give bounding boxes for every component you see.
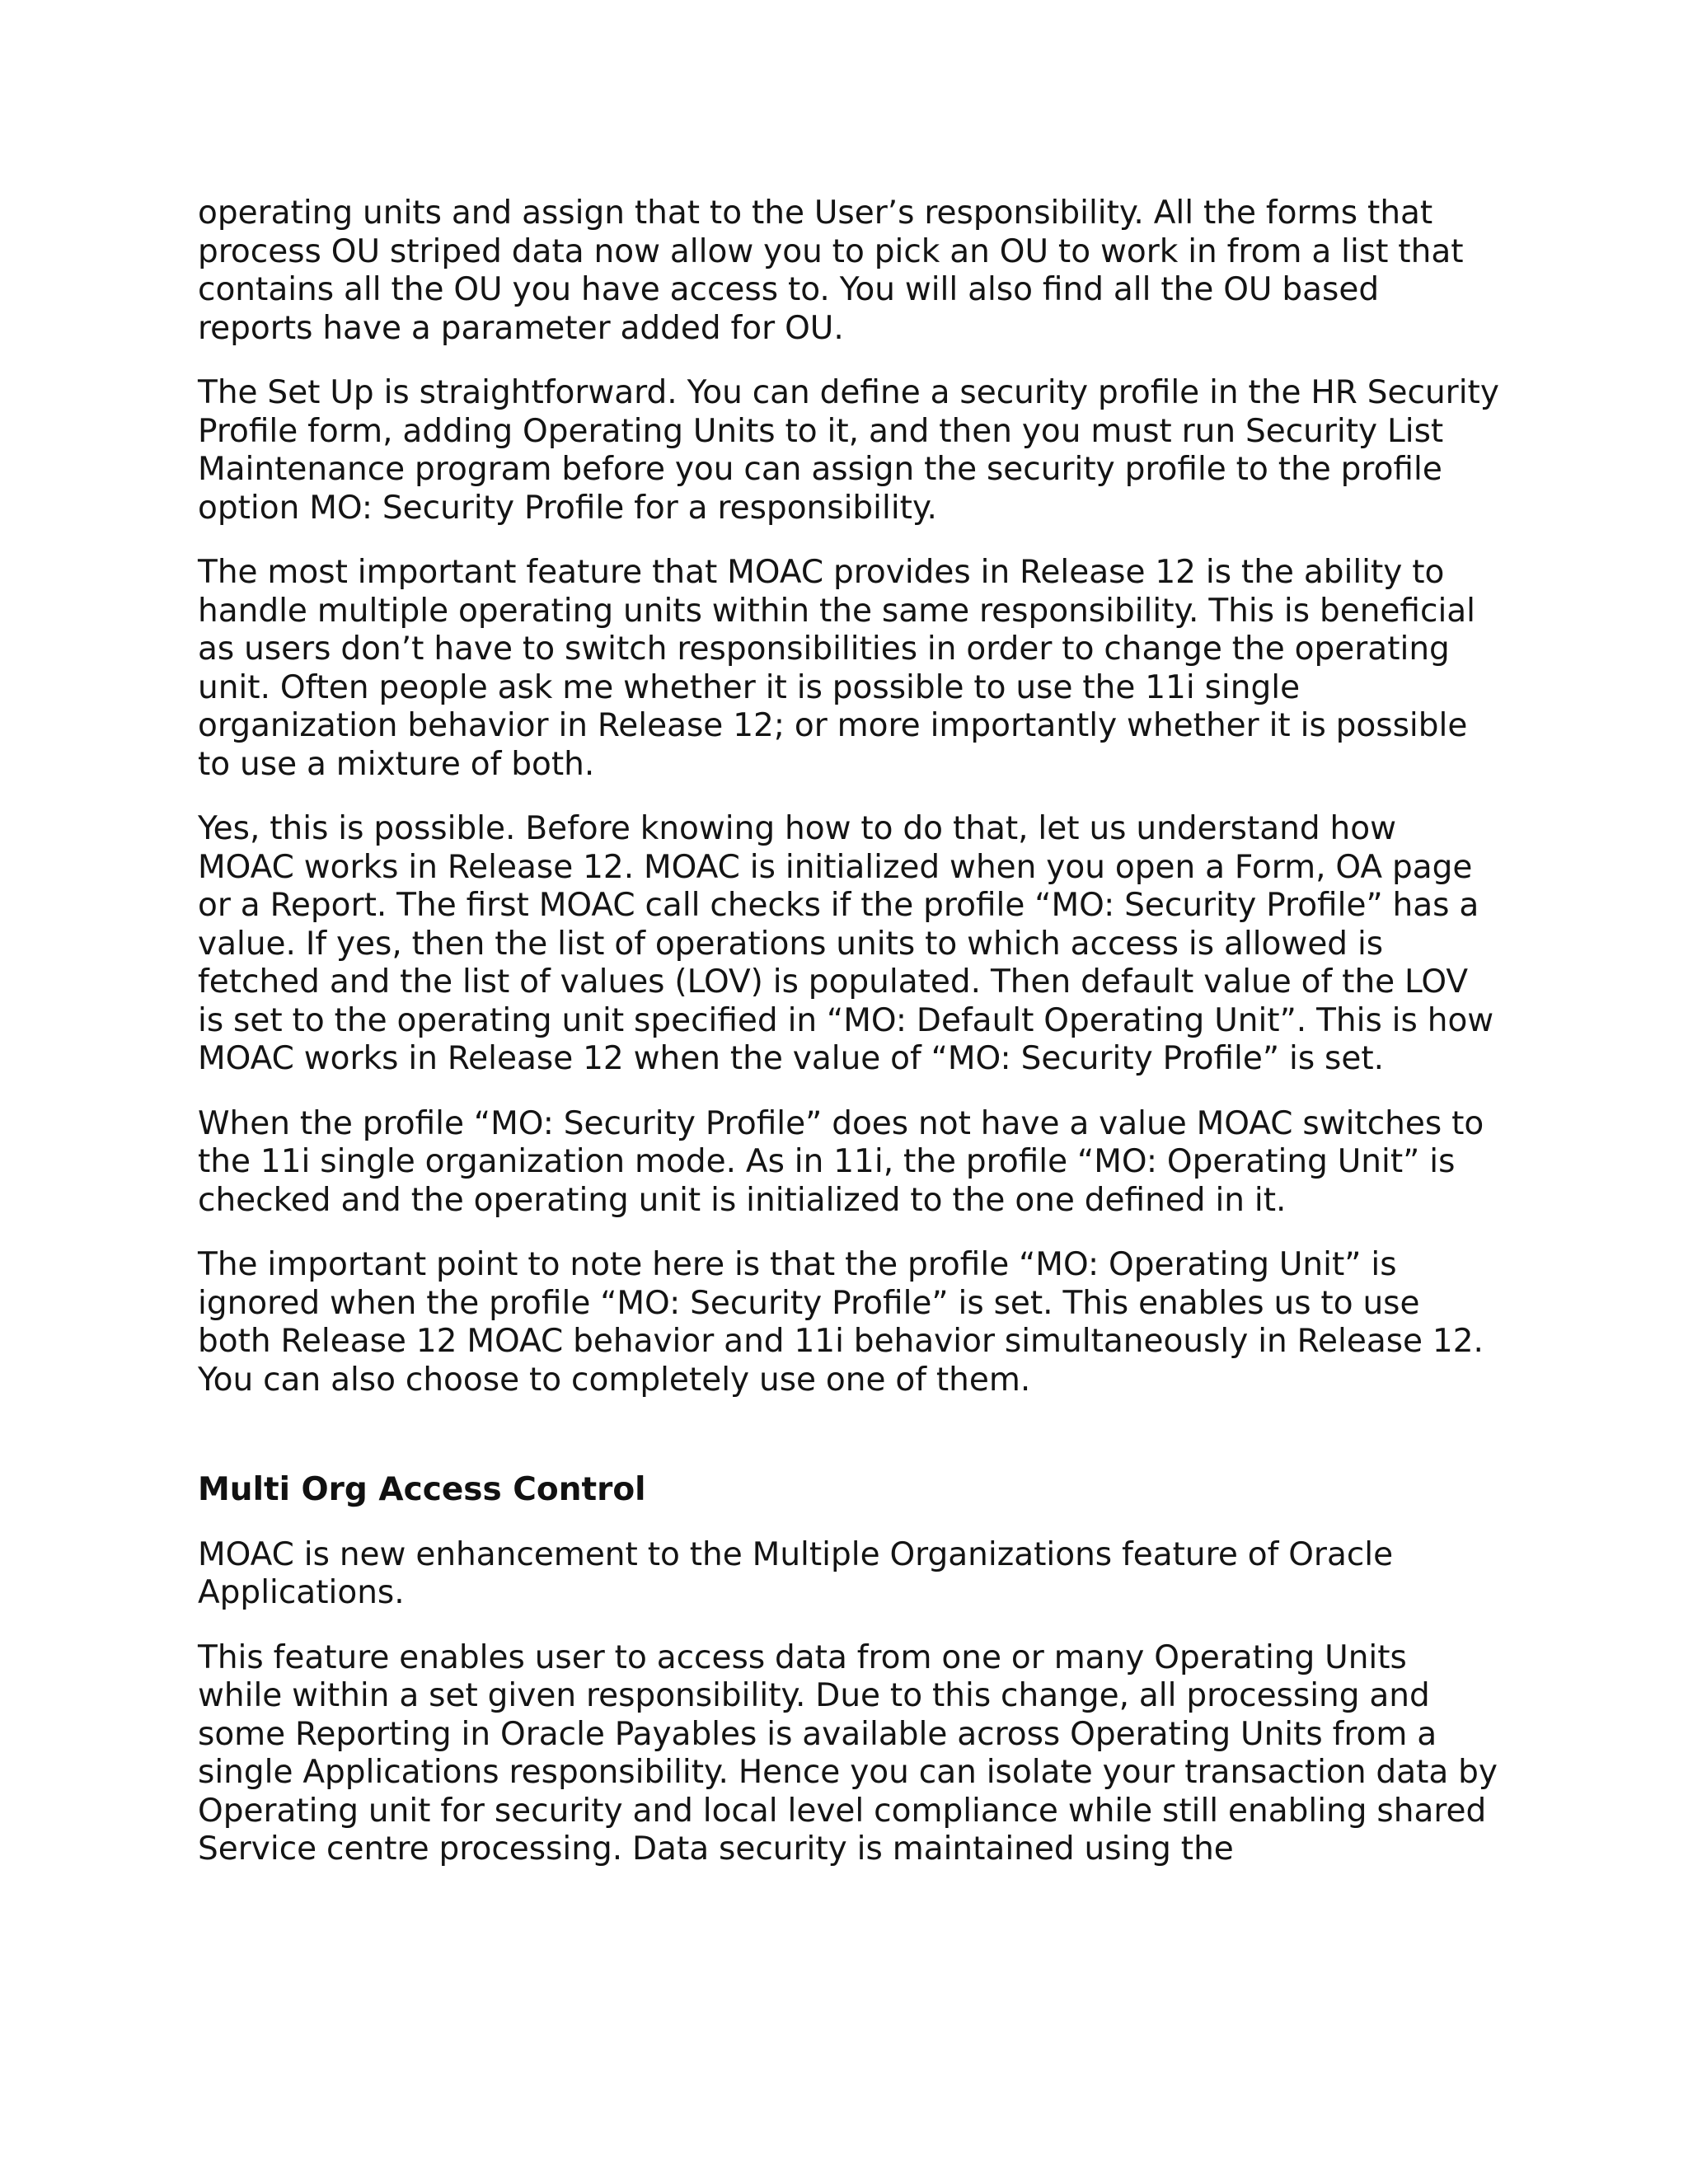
paragraph-ou-assignment: operating units and assign that to the User’s responsibility. All the forms that process OU striped data now allow you to pick an OU to work in from a list that contains all the OU you have access to. You will also find all the OU based reports have a parameter added for OU.	[198, 194, 1464, 347]
paragraph-setup: The Set Up is straightforward. You can define a security profile in the HR Security Profile form, adding Operating Units to it, and then you must run Security List Maintenance program before you can assign the security profile to the profile option MO: Security Profile for a responsibility.	[198, 374, 1499, 527]
paragraph-moac-feature: The most important feature that MOAC provides in Release 12 is the ability to handle multiple operating units within the same responsibility. This is beneficial as users don’t have to switch responsibilities in order to change the operating unit. Often people ask me whether it is possible to use the 11i single organization behavior in Release 12; or more importantly whether it is possible to use a mixture of both.	[198, 554, 1476, 783]
paragraph-single-org-mode: When the profile “MO: Security Profile” does not have a value MOAC switches to the 11i single organization mode. As in 11i, the profile “MO: Operating Unit” is checked and the operating unit is initialized to the one defined in it.	[198, 1104, 1484, 1219]
paragraph-moac-works: Yes, this is possible. Before knowing how to do that, let us understand how MOAC works in Release 12. MOAC is initialized when you open a Form, OA page or a Report. The first MOAC call checks if the profile “MO: Security Profile” has a value. If yes, then the list of operations units to which access is allowed is fetched and the list of values (LOV) is populated. Then default value of the LOV is set to the operating unit specified in “MO: Default Operating Unit”. This is how MOAC works in Release 12 when the value of “MO: Security Profile” is set.	[198, 810, 1494, 1077]
section-spacer	[198, 1426, 1500, 1471]
document-body	[198, 194, 1500, 1896]
paragraph-important-point: The important point to note here is that the profile “MO: Operating Unit” is ignored when the profile “MO: Security Profile” is set. This enables us to use both Release 12 MOAC behavior and 11i behavior simultaneously in Release 12. You can also choose to completely use one of them.	[198, 1246, 1484, 1399]
section-heading: Multi Org Access Control	[198, 1471, 646, 1508]
paragraph-feature-access: This feature enables user to access data from one or many Operating Units while within a set given responsibility. Due to this change, all processing and some Reporting in Oracle Payables is available across Operating Units from a single Applications responsibility. Hence you can isolate your transaction data by Operating unit for security and local level compliance while still enabling shared Service centre processing. Data security is maintained using the	[198, 1638, 1498, 1868]
paragraph-moac-enhancement: MOAC is new enhancement to the Multiple Organizations feature of Oracle Applications.	[198, 1535, 1394, 1611]
